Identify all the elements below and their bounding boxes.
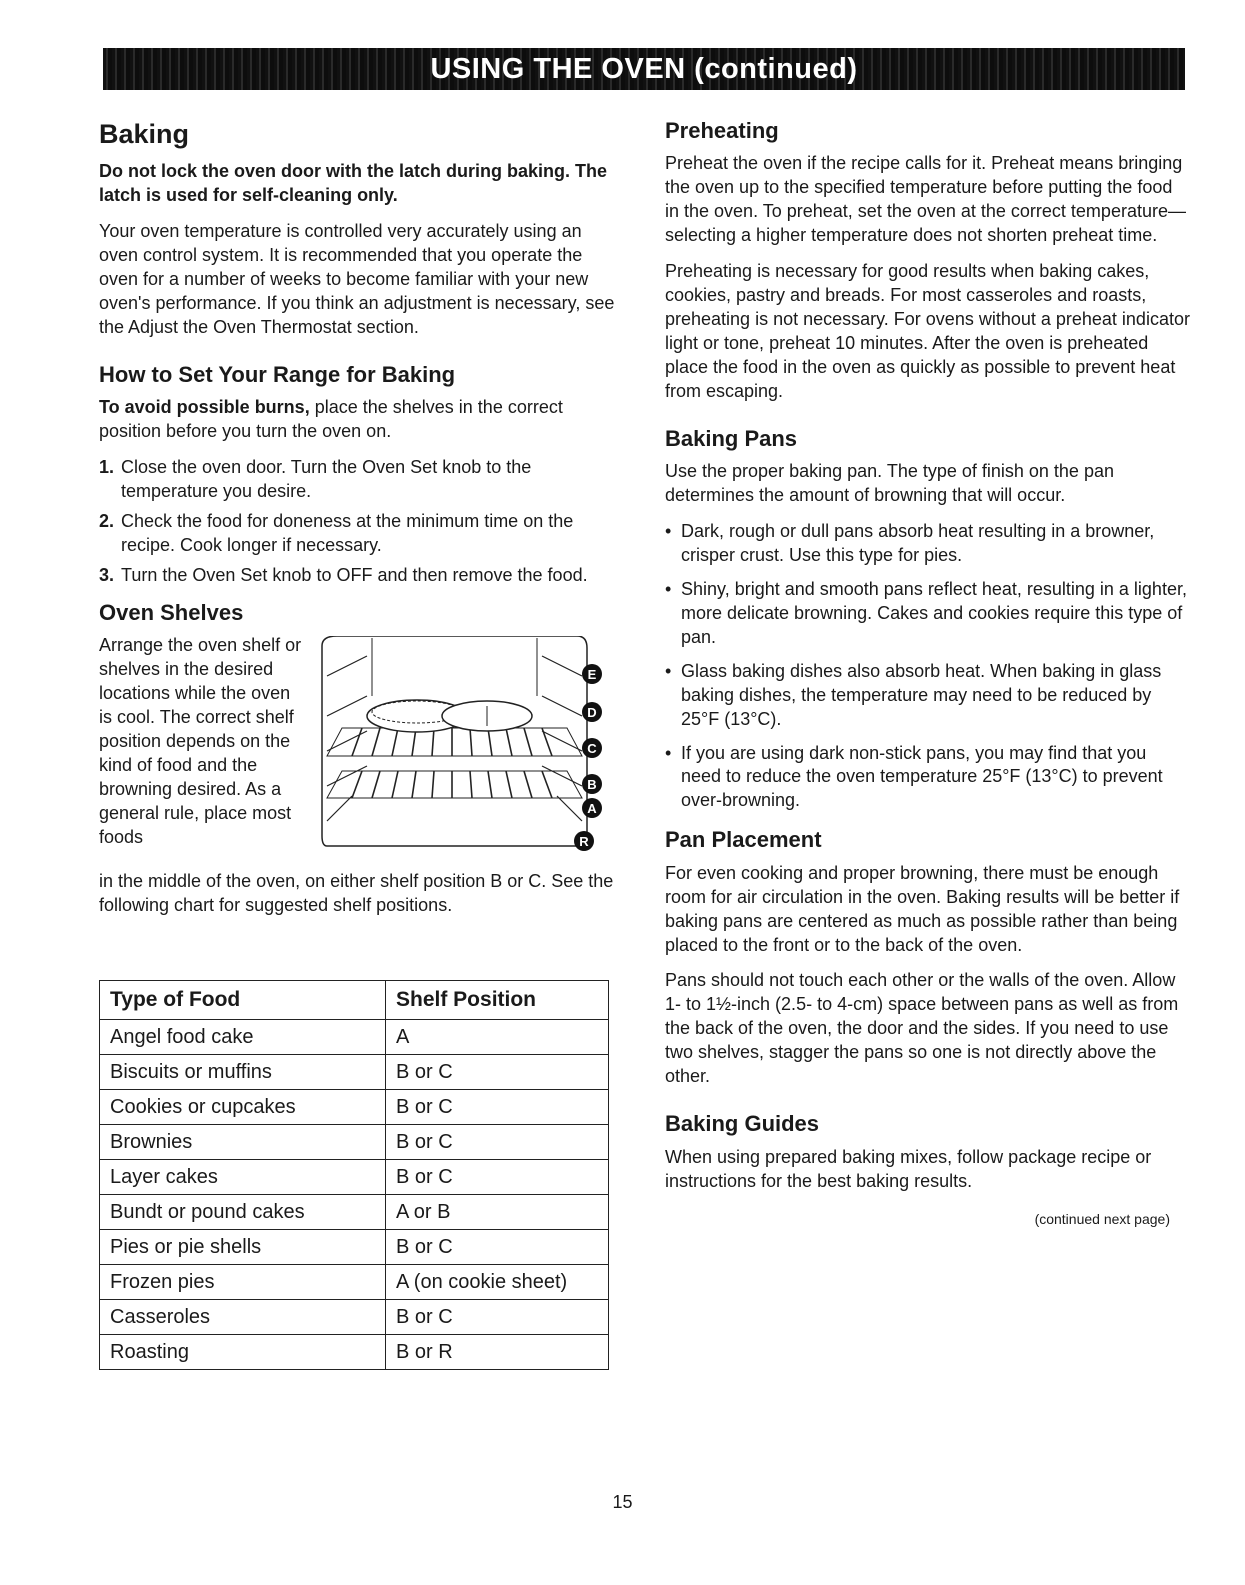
bullet-icon: • (665, 742, 672, 763)
table-row (100, 1160, 609, 1195)
right-column (665, 118, 1190, 1227)
step-text: Turn the Oven Set knob to OFF and then remove the food. (121, 564, 588, 585)
table-row (100, 1300, 609, 1335)
shelf-letter-d: D (587, 705, 597, 721)
banner-title: USING THE OVEN (continued) (430, 52, 858, 85)
set-range-heading: How to Set Your Range for Baking (99, 361, 456, 387)
table-header-row (100, 981, 609, 1020)
position-cell: A (386, 1020, 609, 1055)
list-item (665, 520, 1190, 568)
table-row (100, 1055, 609, 1090)
set-range-intro-rest: place the shelves in the correct position before you turn the oven on. (99, 397, 563, 442)
table-row (100, 1090, 609, 1125)
column-header-position: Shelf Position (386, 981, 609, 1020)
shelves-body-wrap: Arrange the oven shelf or shelves in the desired locations while the oven is cool. The correct shelf position depends on the kind of food and the browning desired. As a general rule, place most foods (99, 635, 302, 847)
baking-heading: Baking (99, 119, 190, 149)
step-number: 3. (99, 564, 115, 585)
position-cell: B or C (386, 1090, 609, 1125)
position-cell: B or C (386, 1125, 609, 1160)
table-row (100, 1195, 609, 1230)
position-cell: B or C (386, 1300, 609, 1335)
pan-placement-para-2: Pans should not touch each other or the walls of the oven. Allow 1- to 1½-inch (2.5- to 4-cm) space between pans as well as from the back of the oven, the door and the sides. If you need to use two shelves, stagger the pans so one is not directly above the other. (665, 970, 1179, 1087)
food-cell: Casseroles (100, 1300, 386, 1335)
food-cell: Brownies (100, 1125, 386, 1160)
oven-shelf-diagram (312, 636, 602, 861)
step-text: Close the oven door. Turn the Oven Set knob to the temperature you desire. (121, 457, 532, 502)
bullet-text: Dark, rough or dull pans absorb heat resulting in a browner, crisper crust. Use this type for pies. (681, 521, 1155, 565)
bullet-text: Shiny, bright and smooth pans reflect heat, resulting in a lighter, more delicate browning. Cakes and cookies require this type of pan. (681, 578, 1187, 647)
preheating-heading: Preheating (665, 118, 779, 143)
column-header-food: Type of Food (100, 981, 386, 1020)
baking-guides-heading: Baking Guides (665, 1111, 820, 1137)
set-range-steps (99, 456, 619, 588)
baking-body: Your oven temperature is controlled very accurately using an oven control system. It is recommended that you operate the oven for a number of weeks to become familiar with your new oven's performance. If you think an adjustment is necessary, see the Adjust the Oven Thermostat section. (99, 221, 615, 338)
food-cell: Cookies or cupcakes (100, 1090, 386, 1125)
position-cell: B or C (386, 1055, 609, 1090)
bullet-icon: • (665, 660, 672, 681)
step-item (99, 510, 619, 558)
preheating-para-2: Preheating is necessary for good results when baking cakes, cookies, pastry and breads. For most casseroles and roasts, preheating is not necessary. For ovens without a preheat indicator light or tone, preheat 10 minutes. After the oven is preheated place the food in the oven as quickly as possible to prevent heat from escaping. (665, 261, 1190, 401)
page-number: 15 (612, 1492, 633, 1512)
shelf-letter-e: E (587, 667, 597, 683)
preheating-para-1: Preheat the oven if the recipe calls for it. Preheat means bringing the oven up to the specified temperature before putting the food in the oven. To preheat, set the oven at the correct temperature—selecting a higher temperature does not shorten preheat time. (665, 153, 1186, 246)
position-cell: B or C (386, 1160, 609, 1195)
baking-guides-para: When using prepared baking mixes, follow package recipe or instructions for the best baking results. (665, 1146, 1152, 1191)
table-row (100, 1230, 609, 1265)
position-cell: A (on cookie sheet) (386, 1265, 609, 1300)
bullet-text: Glass baking dishes also absorb heat. When baking in glass baking dishes, the temperature may need to be reduced by 25°F (13°C). (681, 660, 1162, 729)
set-range-intro (99, 396, 619, 444)
position-cell: B or C (386, 1230, 609, 1265)
baking-pans-intro: Use the proper baking pan. The type of finish on the pan determines the amount of browning that will occur. (665, 461, 1114, 506)
table-row (100, 1265, 609, 1300)
food-cell: Pies or pie shells (100, 1230, 386, 1265)
baking-pans-list (665, 520, 1190, 813)
shelf-letter-b: B (587, 777, 597, 793)
bullet-icon: • (665, 578, 672, 599)
food-cell: Angel food cake (100, 1020, 386, 1055)
baking-pans-heading: Baking Pans (665, 425, 798, 451)
pan-placement-para-1: For even cooking and proper browning, there must be enough room for air circulation in the oven. Baking results will be better if baking pans are centered as much as possible rather than being placed to the front or to the back of the oven. (665, 862, 1180, 955)
continued-next-page: (continued next page) (1034, 1211, 1170, 1228)
list-item (665, 578, 1190, 650)
position-cell: A or B (386, 1195, 609, 1230)
pan-placement-heading: Pan Placement (665, 827, 822, 853)
shelves-heading: Oven Shelves (99, 599, 244, 625)
step-item (99, 456, 619, 504)
left-column (99, 118, 619, 918)
bullet-icon: • (665, 521, 672, 542)
shelves-section (99, 634, 619, 874)
position-cell: B or R (386, 1335, 609, 1370)
shelf-letter-a: A (587, 801, 597, 817)
shelf-letter-c: C (587, 741, 597, 757)
shelf-position-table (99, 980, 609, 1370)
table-row (100, 1125, 609, 1160)
list-item (665, 660, 1190, 732)
table-row (100, 1020, 609, 1055)
food-cell: Roasting (100, 1335, 386, 1370)
list-item (665, 742, 1190, 814)
baking-warning: Do not lock the oven door with the latch during baking. The latch is used for self-cleaning only. (99, 161, 608, 206)
food-cell: Biscuits or muffins (100, 1055, 386, 1090)
bullet-text: If you are using dark non-stick pans, you may find that you need to reduce the oven temperature 25°F (13°C) to prevent over-browning. (681, 742, 1163, 811)
step-number: 2. (99, 511, 115, 532)
set-range-intro-bold: To avoid possible burns, (99, 397, 310, 418)
section-banner (103, 48, 1185, 90)
food-cell: Layer cakes (100, 1160, 386, 1195)
food-cell: Bundt or pound cakes (100, 1195, 386, 1230)
step-item (99, 564, 619, 588)
step-number: 1. (99, 457, 115, 478)
shelf-letter-r: R (579, 834, 589, 850)
food-cell: Frozen pies (100, 1265, 386, 1300)
step-text: Check the food for doneness at the minimum time on the recipe. Cook longer if necessary. (121, 511, 574, 556)
table-row (100, 1335, 609, 1370)
shelves-body-full: in the middle of the oven, on either shelf position B or C. See the following chart for suggested shelf positions. (99, 871, 614, 916)
